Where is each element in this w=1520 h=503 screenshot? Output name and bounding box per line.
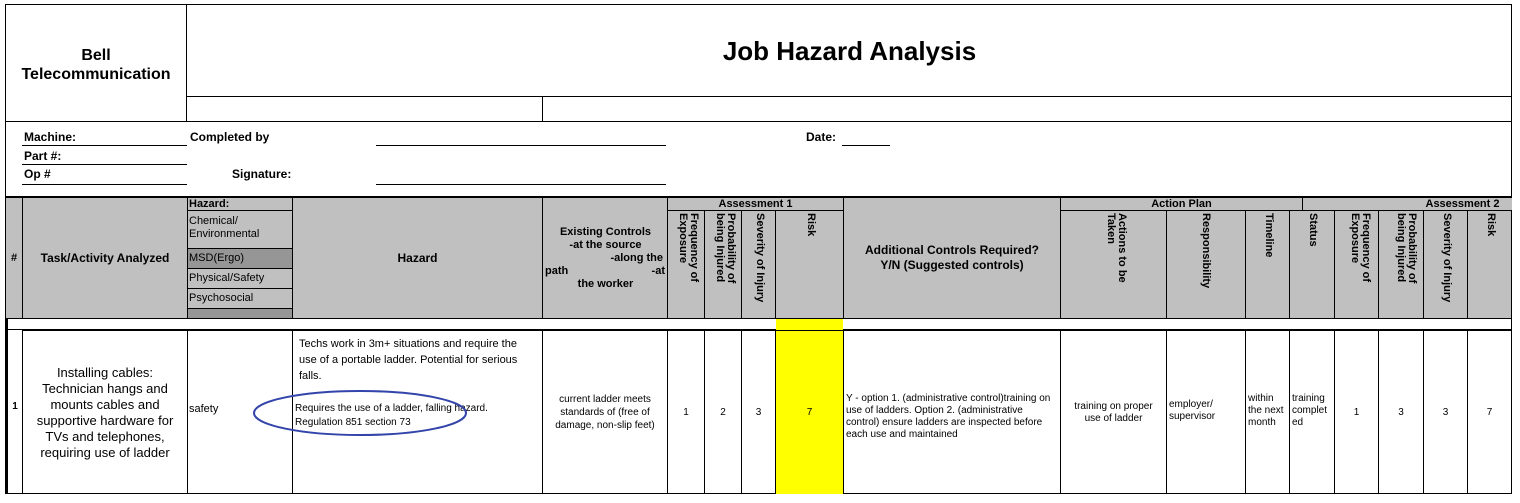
timeline-header bbox=[1245, 210, 1289, 318]
part-label: Part #: bbox=[24, 149, 62, 163]
row-timeline: within the next month bbox=[1245, 330, 1289, 494]
status-label: Status bbox=[1307, 213, 1319, 247]
row-a1-risk: 7 bbox=[775, 330, 843, 494]
a1-severity-label: Severity of Injury bbox=[754, 213, 766, 303]
company-name: Bell Telecommunication bbox=[21, 47, 171, 83]
responsibility-label: Responsibility bbox=[1200, 213, 1212, 289]
a1-probability-header bbox=[704, 210, 741, 318]
actions-label: Actions to be Taken bbox=[1105, 213, 1128, 283]
hazard-type-chemical: Chemical/ Environmental bbox=[187, 210, 292, 248]
completed-by-label: Completed by bbox=[190, 130, 270, 144]
row-responsibility: employer/ supervisor bbox=[1166, 330, 1245, 494]
col-assessment2: Assessment 2 bbox=[1302, 197, 1512, 210]
a1-risk-label: Risk bbox=[805, 213, 817, 237]
status-header-full bbox=[1289, 210, 1334, 318]
part-underline bbox=[22, 164, 187, 165]
timeline-label: Timeline bbox=[1263, 213, 1275, 258]
col-task: Task/Activity Analyzed bbox=[22, 197, 187, 318]
row-a1-frequency: 1 bbox=[667, 330, 704, 494]
date-label: Date: bbox=[806, 130, 837, 144]
hazard-type-physical: Physical/Safety bbox=[187, 268, 292, 288]
date-line[interactable] bbox=[842, 145, 890, 146]
row-a2-risk: 7 bbox=[1467, 330, 1512, 494]
header-subrow-divider bbox=[542, 96, 543, 122]
a2-severity-header bbox=[1423, 210, 1467, 318]
row-hazard-text: Requires the use of a ladder, falling hazard. Regulation 851 section 73 bbox=[295, 403, 488, 428]
a2-frequency-header bbox=[1334, 210, 1378, 318]
a2-probability-label: Probability of being Injured bbox=[1395, 213, 1418, 284]
row-a1-severity: 3 bbox=[741, 330, 775, 494]
hazard-type-blank bbox=[187, 308, 292, 318]
row-a1-probability: 2 bbox=[704, 330, 741, 494]
col-assessment1: Assessment 1 bbox=[667, 197, 843, 210]
col-hazard-type-title: Hazard: bbox=[187, 197, 292, 210]
row-actions: training on proper use of ladder bbox=[1060, 330, 1166, 494]
row-a2-frequency: 1 bbox=[1334, 330, 1378, 494]
a2-frequency-label: Frequency of Exposure bbox=[1349, 213, 1372, 283]
machine-label: Machine: bbox=[24, 130, 77, 144]
machine-underline bbox=[22, 145, 187, 146]
col-existing-controls bbox=[542, 197, 667, 318]
a1-frequency-label: Frequency of Exposure bbox=[677, 213, 700, 283]
signature-label: Signature: bbox=[232, 167, 292, 181]
existing-controls-line2: -at the source bbox=[569, 239, 642, 251]
a2-probability-header bbox=[1378, 210, 1423, 318]
page-title: Job Hazard Analysis bbox=[722, 35, 977, 66]
spacer-risk-highlight bbox=[776, 319, 843, 330]
col-num: # bbox=[5, 197, 22, 318]
op-underline bbox=[22, 184, 187, 185]
row-hazard-type: safety bbox=[187, 330, 292, 494]
completed-by-line[interactable] bbox=[376, 145, 666, 146]
a2-risk-label: Risk bbox=[1485, 213, 1497, 237]
row-additional-controls: Y - option 1. (administrative control)training on use of ladders. Option 2. (administrative control) ensure ladders are inspected before each use and maintained bbox=[843, 330, 1060, 494]
a1-frequency-header bbox=[667, 210, 704, 318]
responsibility-header bbox=[1166, 210, 1245, 318]
a2-risk-header bbox=[1467, 210, 1512, 318]
row-a2-severity: 3 bbox=[1423, 330, 1467, 494]
col-action-plan: Action Plan bbox=[1060, 197, 1302, 210]
a1-severity-header bbox=[741, 210, 775, 318]
existing-controls-line5: -at bbox=[651, 265, 665, 277]
op-label: Op # bbox=[24, 167, 51, 181]
signature-line[interactable] bbox=[376, 184, 666, 185]
existing-controls-line4: path bbox=[545, 265, 569, 277]
row-task: Installing cables: Technician hangs and mounts cables and supportive hardware for TVs and telephones, requiring use of ladder bbox=[22, 330, 187, 494]
hazard-type-msd: MSD(Ergo) bbox=[187, 248, 292, 268]
row-existing-controls: current ladder meets standards of (free of damage, non-slip feet) bbox=[542, 330, 667, 494]
existing-controls-line6: the worker bbox=[577, 278, 634, 290]
row-status: training complet ed bbox=[1289, 330, 1334, 494]
actions-header bbox=[1060, 210, 1166, 318]
existing-controls-line3: -along the bbox=[610, 252, 663, 264]
col-hazard: Hazard bbox=[292, 197, 542, 318]
a2-severity-label: Severity of Injury bbox=[1441, 213, 1453, 303]
existing-controls-line1: Existing Controls bbox=[559, 226, 652, 238]
a1-risk-header bbox=[775, 210, 843, 318]
row-a2-probability: 3 bbox=[1378, 330, 1423, 494]
header-subrow bbox=[187, 96, 1512, 122]
hazard-type-psychosocial: Psychosocial bbox=[187, 288, 292, 308]
row-num: 1 bbox=[5, 318, 22, 494]
a1-probability-label: Probability of being Injured bbox=[714, 213, 737, 284]
spacer-row bbox=[5, 318, 1512, 330]
row-hazard-note: Techs work in 3m+ situations and require the use of a portable ladder. Potential for serious falls. bbox=[299, 338, 518, 382]
col-additional-controls: Additional Controls Required? Y/N (Suggested controls) bbox=[843, 197, 1060, 318]
annotation-ellipse bbox=[252, 389, 472, 439]
